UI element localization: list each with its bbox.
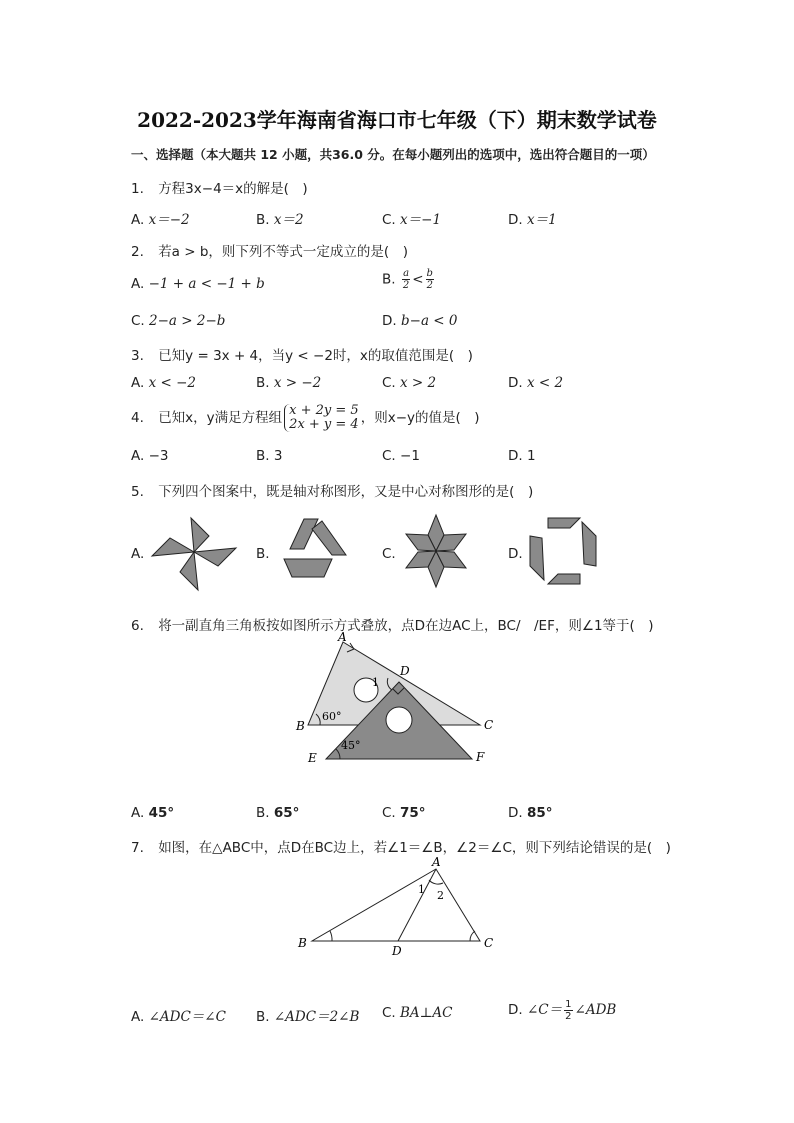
question-4 xyxy=(131,404,480,432)
label-D: D xyxy=(392,944,402,958)
six-rhombus-star-icon xyxy=(400,512,472,590)
label-E: E xyxy=(308,751,317,765)
q7-option-d[interactable]: D. ∠C＝ $\frac{1}{2}$ ∠ADB xyxy=(508,998,617,1022)
q6-option-b[interactable]: B. 65° xyxy=(256,805,300,821)
question-number: 5. xyxy=(131,484,144,500)
four-trapezoid-ring-icon xyxy=(526,514,602,588)
q2-option-a[interactable]: A. −1 + a < −1 + b xyxy=(131,276,265,292)
q1-option-a[interactable]: A. x＝−2 xyxy=(131,212,190,228)
label-angle-1: 1 xyxy=(372,676,379,689)
question-stem: 若a > b，则下列不等式一定成立的是( ) xyxy=(158,244,408,260)
q2-option-c[interactable]: C. 2−a > 2−b xyxy=(131,313,226,329)
q7-option-b[interactable]: B. ∠ADC＝2∠B xyxy=(256,1009,360,1025)
label-D: D xyxy=(400,664,410,678)
question-number: 6. xyxy=(131,618,144,634)
q5-option-c[interactable]: C. xyxy=(382,546,396,562)
label-A: A xyxy=(432,855,441,869)
q4-option-d[interactable]: D. 1 xyxy=(508,448,536,464)
question-number: 1. xyxy=(131,181,144,197)
q1-option-d[interactable]: D. x＝1 xyxy=(508,212,557,228)
q6-option-a[interactable]: A. 45° xyxy=(131,805,175,821)
label-A: A xyxy=(338,632,347,644)
label-C: C xyxy=(484,718,494,732)
q4-option-a[interactable]: A. −3 xyxy=(131,448,169,464)
equation-system: x + 2y = 5 2x + y = 4 xyxy=(284,404,359,432)
q3-option-a[interactable]: A. x < −2 xyxy=(131,375,197,391)
q2-option-b[interactable]: B. $\frac{a}{2}$ < $\frac{b}{2}$ xyxy=(382,268,433,291)
fraction: $\frac{a}{2}$ xyxy=(402,268,410,291)
question-stem: 方程3x−4＝x的解是( ) xyxy=(158,181,308,197)
question-1 xyxy=(131,177,308,197)
question-stem: 已知y = 3x + 4，当y < −2时，x的取值范围是( ) xyxy=(158,348,473,364)
question-2 xyxy=(131,240,408,260)
q5-option-a[interactable]: A. xyxy=(131,546,145,562)
fraction: $\frac{b}{2}$ xyxy=(426,268,433,291)
label-45: 45° xyxy=(341,739,361,752)
q5-option-b[interactable]: B. xyxy=(256,546,270,562)
label-angle-1: 1 xyxy=(418,883,425,896)
question-stem: 如图，在△ABC中，点D在BC边上，若∠1＝∠B，∠2＝∠C，则下列结论错误的是( ) xyxy=(158,840,671,856)
question-stem-before: 已知x，y满足方程组 xyxy=(158,410,283,426)
question-stem-after: ，则x−y的值是( ) xyxy=(360,410,480,426)
triangle-boards-figure xyxy=(290,632,500,770)
q1-option-c[interactable]: C. x＝−1 xyxy=(382,212,442,228)
label-F: F xyxy=(476,750,485,764)
pinwheel-icon xyxy=(148,510,240,594)
q6-option-c[interactable]: C. 75° xyxy=(382,805,426,821)
three-parallelograms-icon xyxy=(274,515,350,585)
q4-option-b[interactable]: B. 3 xyxy=(256,448,283,464)
question-3 xyxy=(131,344,473,364)
q3-option-c[interactable]: C. x > 2 xyxy=(382,375,437,391)
label-B: B xyxy=(298,936,307,950)
label-angle-2: 2 xyxy=(437,889,444,902)
q6-option-d[interactable]: D. 85° xyxy=(508,805,553,821)
label-C: C xyxy=(484,936,494,950)
question-number: 7. xyxy=(131,840,144,856)
question-7 xyxy=(131,836,671,856)
label-60: 60° xyxy=(322,710,342,723)
q5-option-d[interactable]: D. xyxy=(508,546,523,562)
q7-option-c[interactable]: C. BA⊥AC xyxy=(382,1005,453,1021)
fraction: $\frac{1}{2}$ xyxy=(565,998,572,1022)
q1-option-b[interactable]: B. x＝2 xyxy=(256,212,304,228)
q2-option-d[interactable]: D. b−a < 0 xyxy=(382,313,458,329)
triangle-abc-figure xyxy=(294,855,500,961)
question-stem: 下列四个图案中，既是轴对称图形，又是中心对称图形的是( ) xyxy=(158,484,534,500)
question-number: 4. xyxy=(131,410,144,426)
exam-title: 2022-2023学年海南省海口市七年级（下）期末数学试卷 xyxy=(137,108,657,132)
question-stem: 将一副直角三角板按如图所示方式叠放，点D在边AC上，BC/ /EF，则∠1等于( ) xyxy=(158,618,654,634)
question-number: 2. xyxy=(131,244,144,260)
label-B: B xyxy=(296,719,305,733)
question-6 xyxy=(131,614,654,634)
section-heading: 一、选择题（本大题共 12 小题，共36.0 分。在每小题列出的选项中，选出符合题目的一项） xyxy=(131,147,655,162)
q3-option-d[interactable]: D. x < 2 xyxy=(508,375,564,391)
question-5 xyxy=(131,480,533,500)
question-number: 3. xyxy=(131,348,144,364)
q3-option-b[interactable]: B. x > −2 xyxy=(256,375,322,391)
q4-option-c[interactable]: C. −1 xyxy=(382,448,420,464)
q7-option-a[interactable]: A. ∠ADC＝∠C xyxy=(131,1009,226,1025)
